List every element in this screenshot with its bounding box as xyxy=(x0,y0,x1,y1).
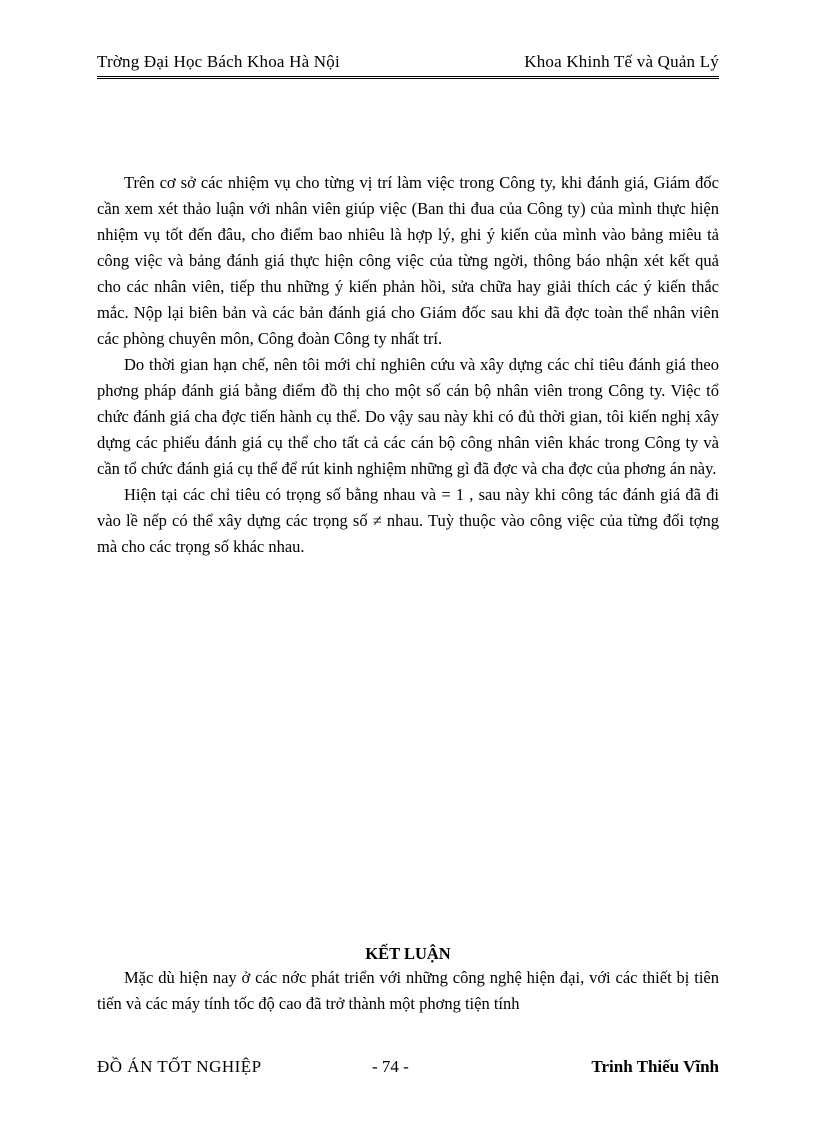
footer-thesis-label: ĐỒ ÁN TỐT NGHIỆP xyxy=(97,1057,262,1076)
header-faculty: Khoa Khinh Tế và Quản Lý xyxy=(524,52,719,71)
page-header xyxy=(97,48,719,72)
body-paragraph-3: Hiện tại các chỉ tiêu có trọng số bằng nhau và = 1 , sau này khi công tác đánh giá đã đi vào lề nếp có thể xây dựng các trọng số ≠ nhau. Tuỳ thuộc vào công việc của từng đối tợng mà cho các trọng số khác nhau. xyxy=(97,485,719,556)
body-paragraph-2: Do thời gian hạn chế, nên tôi mới chỉ nghiên cứu và xây dựng các chỉ tiêu đánh giá theo phơng pháp đánh giá bằng điểm đồ thị cho một số cán bộ nhân viên trong Công ty. Việc tổ chức đánh giá cha đợc tiến hành cụ thể. Do vậy sau này khi có đủ thời gian, tôi kiến nghị xây dựng các phiếu đánh giá cụ thể cho tất cả các cán bộ công nhân viên khác trong Công ty và cần tổ chức đánh giá cụ thể để rút kinh nghiệm những gì đã đợc và cha đợc của phơng án này. xyxy=(97,355,719,478)
header-university: Trờng Đại Học Bách Khoa Hà Nội xyxy=(97,52,340,71)
header-divider xyxy=(97,76,719,79)
conclusion-paragraph: Mặc dù hiện nay ở các nớc phát triển với những công nghệ hiện đại, với các thiết bị tiên tiến và các máy tính tốc độ cao đã trở thành một phơng tiện tính xyxy=(97,968,719,1013)
body-paragraph-1: Trên cơ sở các nhiệm vụ cho từng vị trí làm việc trong Công ty, khi đánh giá, Giám đốc cần xem xét thảo luận với nhân viên giúp việc (Ban thi đua của Công ty) của mình thực hiện nhiệm vụ tốt đến đâu, cho điểm bao nhiêu là hợp lý, ghi ý kiến của mình vào bảng miêu tả công việc và bảng đánh giá thực hiện công việc của từng ngời, thông báo nhận xét kết quả cho các nhân viên, tiếp thu những ý kiến phản hồi, sửa chữa hay giải thích các ý kiến thắc mắc. Nộp lại biên bản và các bản đánh giá cho Giám đốc sau khi đã đợc toàn thể nhân viên các phòng chuyên môn, Công đoàn Công ty nhất trí. xyxy=(97,173,719,348)
footer-author: Trinh Thiếu Vĩnh xyxy=(591,1057,719,1076)
main-body xyxy=(97,170,719,560)
page-number: - 74 - xyxy=(372,1057,409,1076)
conclusion-section xyxy=(97,943,719,1017)
conclusion-title: KẾT LUẬN xyxy=(365,944,451,963)
page-footer xyxy=(97,1057,719,1083)
